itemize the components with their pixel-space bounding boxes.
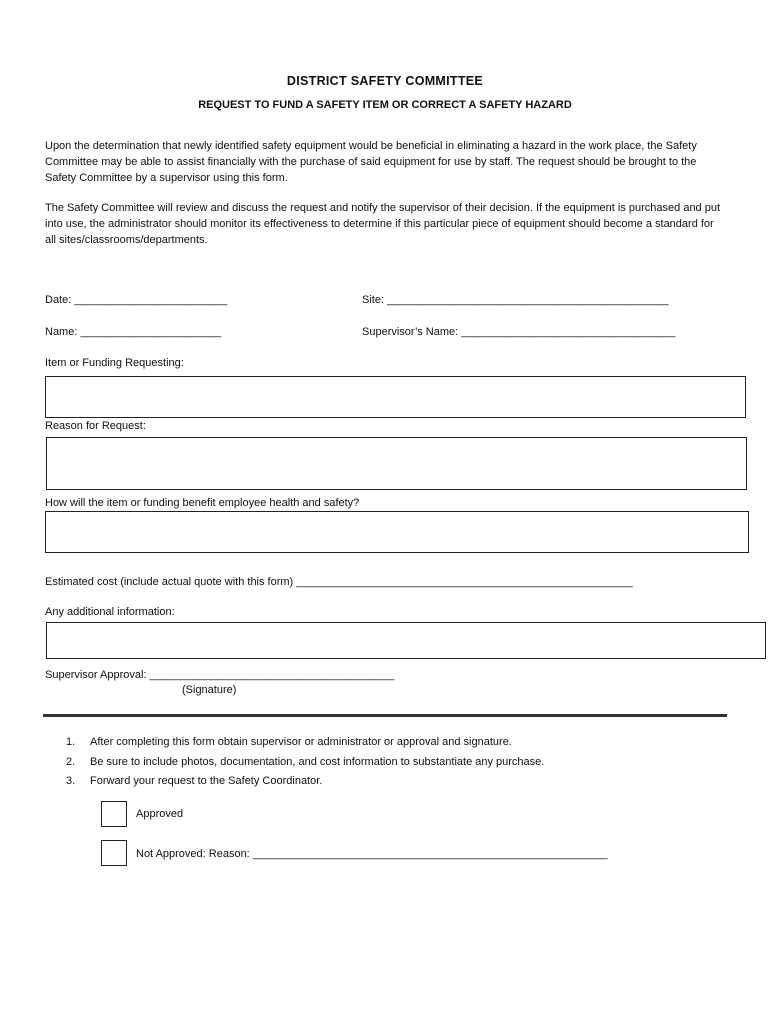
section-divider: [43, 714, 727, 717]
list-number: 2.: [66, 755, 76, 768]
list-text: Be sure to include photos, documentation, and cost information to substantiate any purchase.: [90, 755, 545, 768]
estimated-cost-field[interactable]: Estimated cost (include actual quote with this form) _______________________________________________________: [45, 576, 633, 588]
not-approved-checkbox[interactable]: [101, 840, 127, 866]
form-subtitle: REQUEST TO FUND A SAFETY ITEM OR CORRECT A SAFETY HAZARD: [198, 99, 572, 111]
site-field[interactable]: Site: ______________________________________________: [362, 294, 669, 306]
date-field[interactable]: Date: _________________________: [45, 294, 228, 306]
item-funding-label: Item or Funding Requesting:: [45, 357, 184, 369]
supervisor-approval-field[interactable]: Supervisor Approval: ________________________________________: [45, 669, 395, 681]
list-number: 3.: [66, 775, 76, 787]
name-field[interactable]: Name: _______________________: [45, 326, 222, 338]
additional-info-label: Any additional information:: [45, 606, 175, 618]
reason-label: Reason for Request:: [45, 420, 146, 432]
intro-paragraph-2: The Safety Committee will review and discuss the request and notify the supervisor of their decision. If the equipment is purchased and put into use, the administrator should monitor its effectiveness to determine if this particular piece of equipment should become a standard for all sites/classrooms/departments.: [45, 202, 721, 246]
supervisor-name-field[interactable]: Supervisor’s Name: ___________________________________: [362, 326, 676, 338]
approved-label: Approved: [136, 808, 184, 820]
benefit-label: How will the item or funding benefit employee health and safety?: [45, 497, 360, 509]
list-number: 1.: [66, 736, 76, 748]
approved-checkbox[interactable]: [101, 801, 127, 827]
item-funding-input-box[interactable]: [45, 376, 746, 418]
list-item: [66, 773, 544, 793]
additional-info-input-box[interactable]: [46, 622, 766, 659]
list-item: [66, 754, 544, 774]
signature-caption: (Signature): [182, 684, 237, 696]
list-text: Forward your request to the Safety Coordinator.: [90, 775, 323, 787]
not-approved-reason-field[interactable]: Not Approved: Reason: __________________________________________________________: [136, 848, 608, 860]
form-title: DISTRICT SAFETY COMMITTEE: [286, 74, 484, 88]
reason-input-box[interactable]: [46, 437, 747, 490]
list-text: After completing this form obtain supervisor or administrator or approval and signature.: [90, 736, 512, 748]
benefit-input-box[interactable]: [45, 511, 749, 553]
list-item: [66, 734, 544, 754]
instructions-list: [66, 734, 544, 793]
intro-paragraph-1: Upon the determination that newly identified safety equipment would be beneficial in eliminating a hazard in the work place, the Safety Committee may be able to assist financially with the purchase of said equipment for use by staff. The request should be brought to the Safety Committee by a supervisor using this form.: [45, 140, 697, 184]
